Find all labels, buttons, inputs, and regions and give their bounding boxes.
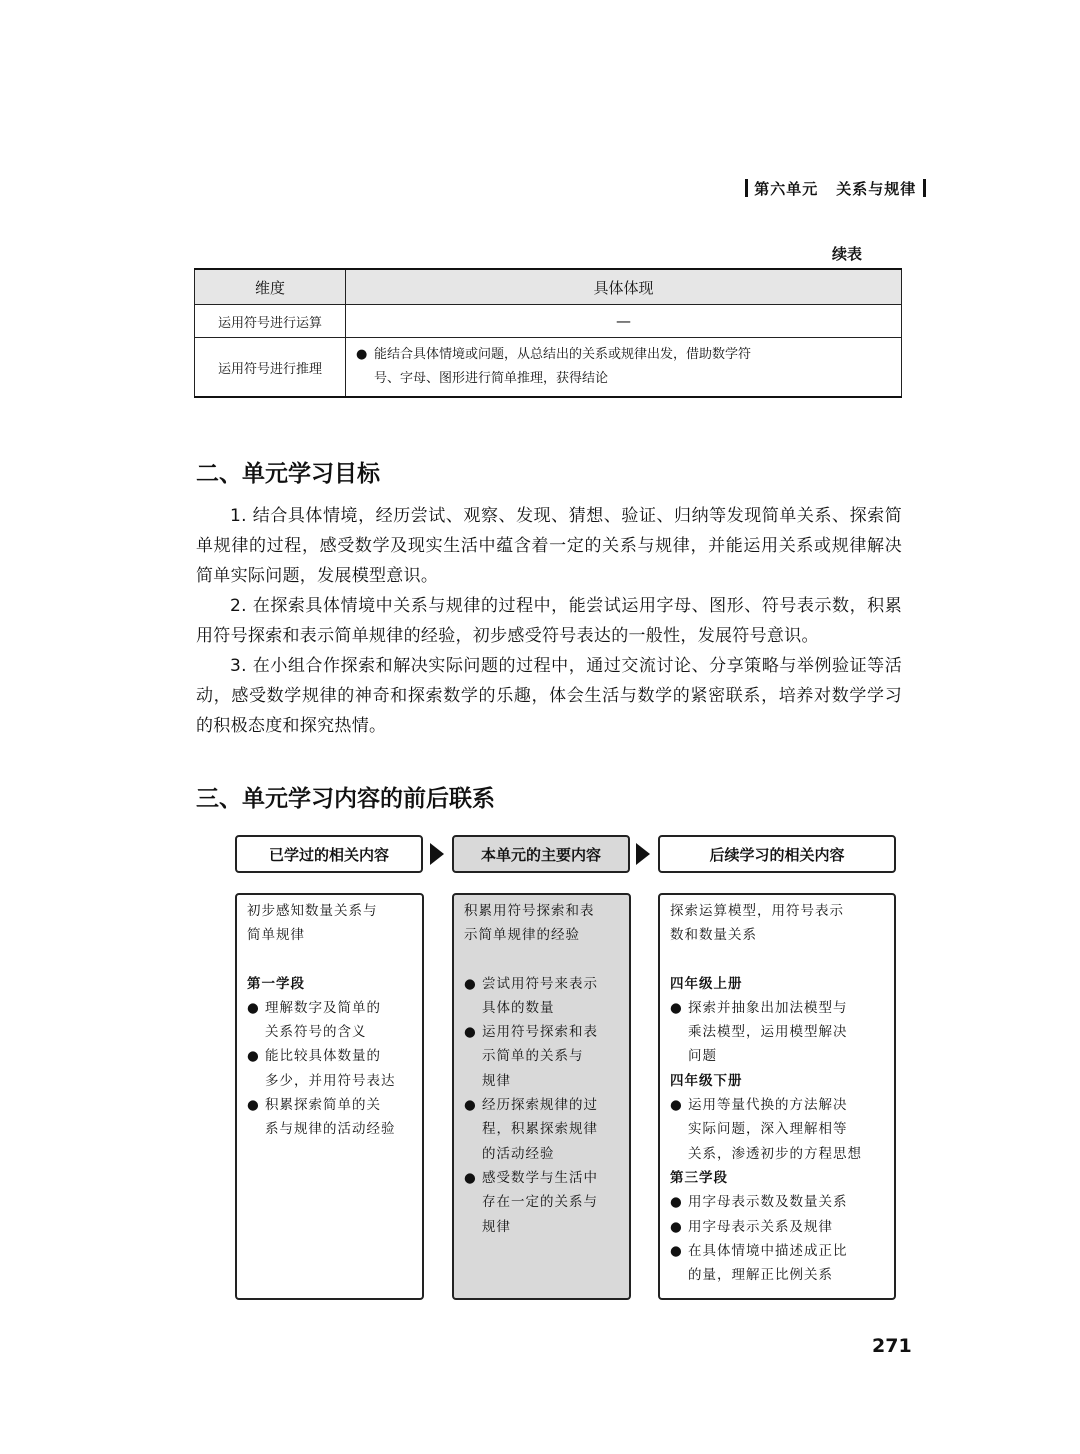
- dimension-table: [194, 268, 902, 398]
- text-line: 积累探索简单的关: [265, 1097, 381, 1114]
- goals-body: [196, 501, 902, 741]
- bullet-icon: ●: [670, 1194, 683, 1211]
- text-line: 理解数字及简单的: [265, 999, 381, 1016]
- future-intro: [670, 899, 884, 948]
- goal-paragraph: 2. 在探索具体情境中关系与规律的过程中，能尝试运用字母、图形、符号表示数，积累用符号探索和表示简单规律的经验，初步感受符号表达的一般性，发展符号意识。: [196, 596, 902, 646]
- list-item: [464, 972, 619, 1021]
- goal-paragraph: 1. 结合具体情境，经历尝试、观察、发现、猜想、验证、归纳等发现简单关系、探索简单规律的过程，感受数学及现实生活中蕴含着一定的关系与规律，并能运用关系或规律解决简单实际问题，发展模型意识。: [196, 506, 902, 586]
- list-item: [247, 1093, 412, 1142]
- future-content-box: [658, 893, 896, 1300]
- running-header: [745, 178, 926, 199]
- text-line: 感受数学与生活中: [482, 1169, 598, 1186]
- stage-label: 第一学段: [247, 975, 305, 992]
- list-item: [670, 1239, 884, 1288]
- bullet-icon: ●: [464, 1169, 477, 1186]
- section-title-goals: 二、单元学习目标: [196, 461, 380, 487]
- list-item: [670, 996, 884, 1069]
- grade-label: 四年级上册: [670, 975, 743, 992]
- prior-content-box: [235, 893, 424, 1300]
- bullet-icon: ●: [247, 999, 260, 1016]
- text-line: 实际问题，深入理解相等: [688, 1121, 848, 1138]
- goal-paragraph: 3. 在小组合作探索和解决实际问题的过程中，通过交流讨论、分享策略与举例验证等活动，感受数学规律的神奇和探索数学的乐趣，体会生活与数学的紧密联系，培养对数学学习的积极态度和探究热情。: [196, 656, 902, 736]
- header-unit: 第六单元: [754, 180, 819, 198]
- table-cell-dimension: 运用符号进行运算: [195, 305, 346, 338]
- text-line: 示简单规律的经验: [464, 927, 580, 944]
- section-title-connections: 三、单元学习内容的前后联系: [196, 786, 495, 812]
- table-cell-content: [346, 338, 902, 398]
- grade-label: 四年级下册: [670, 1072, 743, 1089]
- continued-label: 续表: [832, 245, 863, 263]
- list-item: [670, 1190, 884, 1214]
- table-row: [195, 338, 902, 398]
- text-line: 运用等量代换的方法解决: [688, 1097, 848, 1114]
- bullet-icon: ●: [464, 1097, 477, 1114]
- text-line: 用字母表示数及数量关系: [688, 1194, 848, 1211]
- bullet-icon: ●: [670, 1242, 683, 1259]
- text-line: 多少，并用符号表达: [265, 1072, 396, 1089]
- bullet-icon: ●: [464, 975, 477, 992]
- bullet-icon: ●: [356, 347, 368, 362]
- page-number: 271: [872, 1335, 912, 1357]
- list-item: [670, 1215, 884, 1239]
- flow-box-future: 后续学习的相关内容: [658, 835, 896, 873]
- list-item: [464, 1093, 619, 1166]
- text-line: 在具体情境中描述成正比: [688, 1242, 848, 1259]
- text-line: 探索运算模型，用符号表示: [670, 903, 844, 919]
- text-line: 用字母表示关系及规律: [688, 1218, 833, 1235]
- table-cell-dimension: 运用符号进行推理: [195, 338, 346, 398]
- header-bar-right: [923, 179, 926, 197]
- bullet-icon: ●: [464, 1024, 477, 1041]
- text-line: 的活动经验: [482, 1145, 555, 1162]
- header-bar-left: [745, 179, 748, 197]
- text-line: 初步感知数量关系与: [247, 903, 378, 919]
- list-item: [247, 1044, 412, 1093]
- text-line: 规律: [482, 1072, 511, 1089]
- text-line: 系与规律的活动经验: [265, 1121, 396, 1138]
- text-line: 简单规律: [247, 927, 305, 944]
- text-line: 积累用符号探索和表: [464, 903, 595, 919]
- text-line: 问题: [688, 1048, 717, 1065]
- text-line: 经历探索规律的过: [482, 1097, 598, 1114]
- text-line: 程，积累探索规律: [482, 1121, 598, 1138]
- flow-box-prior: 已学过的相关内容: [235, 835, 423, 873]
- table-header-row: [195, 269, 902, 305]
- text-line: 的量，理解正比例关系: [688, 1267, 833, 1284]
- list-item: [247, 996, 412, 1045]
- text-line: 数和数量关系: [670, 927, 757, 944]
- list-item: [464, 1020, 619, 1093]
- text-line: 关系，渗透初步的方程思想: [688, 1145, 862, 1162]
- bullet-icon: ●: [247, 1048, 260, 1065]
- list-item: [464, 1166, 619, 1239]
- text-line: 尝试用符号来表示: [482, 975, 598, 992]
- header-topic: 关系与规律: [836, 180, 917, 198]
- text-line: 存在一定的关系与: [482, 1194, 598, 1211]
- current-intro: [464, 899, 619, 948]
- table-row: [195, 305, 902, 338]
- bullet-icon: ●: [670, 999, 683, 1016]
- table-header-dimension: 维度: [195, 269, 346, 305]
- text-line: 能比较具体数量的: [265, 1048, 381, 1065]
- text-line: 运用符号探索和表: [482, 1024, 598, 1041]
- table-header-content: 具体体现: [346, 269, 902, 305]
- arrow-right-icon: [636, 843, 650, 865]
- text-line: 规律: [482, 1218, 511, 1235]
- text-line: 乘法模型，运用模型解决: [688, 1024, 848, 1041]
- current-content-box: [452, 893, 631, 1300]
- bullet-icon: ●: [670, 1097, 683, 1114]
- text-line: 探索并抽象出加法模型与: [688, 999, 848, 1016]
- table-cell-content: —: [346, 305, 902, 338]
- bullet-icon: ●: [247, 1097, 260, 1114]
- text-line: 具体的数量: [482, 999, 555, 1016]
- flow-box-current: 本单元的主要内容: [452, 835, 630, 873]
- text-line: 关系符号的含义: [265, 1024, 367, 1041]
- content-line: 号、字母、图形进行简单推理，获得结论: [374, 371, 609, 386]
- text-line: 示简单的关系与: [482, 1048, 584, 1065]
- bullet-icon: ●: [670, 1218, 683, 1235]
- stage-label: 第三学段: [670, 1169, 728, 1186]
- arrow-right-icon: [430, 843, 444, 865]
- list-item: [670, 1093, 884, 1166]
- content-line: 能结合具体情境或问题，从总结出的关系或规律出发，借助数学符: [374, 347, 752, 362]
- prior-intro: [247, 899, 412, 948]
